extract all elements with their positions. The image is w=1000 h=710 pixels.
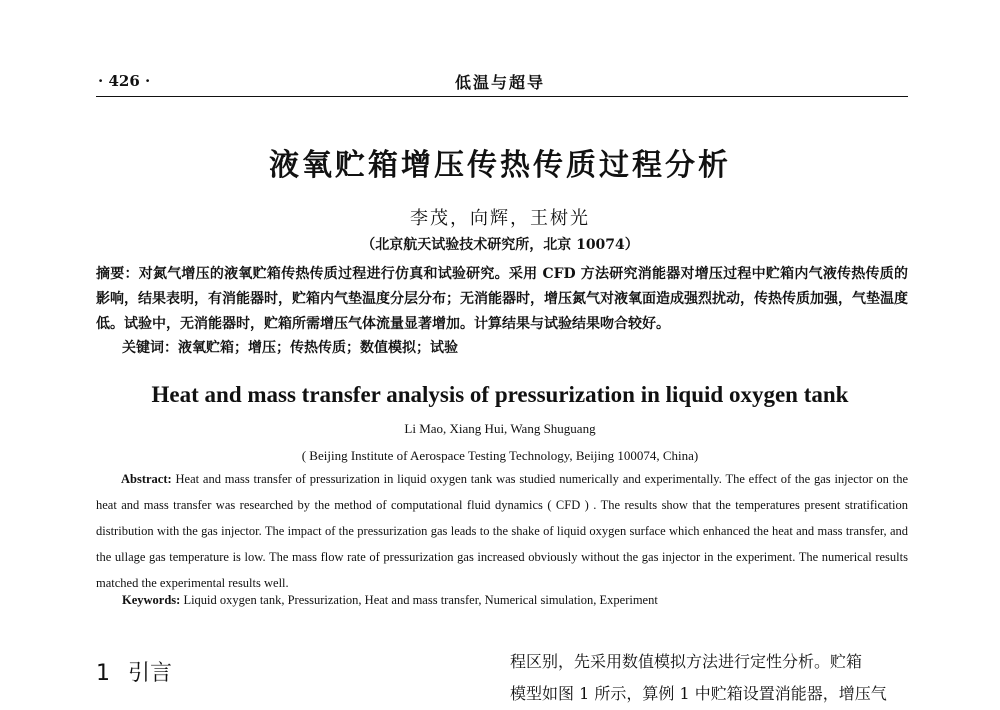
section-heading [96, 656, 172, 687]
chinese-title: 液氧贮箱增压传热传质过程分析 [269, 148, 731, 183]
section-number: 1 [96, 661, 110, 686]
english-keywords-text: Liquid oxygen tank, Pressurization, Heat and mass transfer, Numerical simulation, Experiment [183, 593, 658, 607]
english-abstract [96, 466, 908, 596]
english-abstract-label: Abstract: [121, 472, 172, 486]
chinese-abstract-label: 摘要： [96, 266, 139, 282]
body-line: 程区别，先采用数值模拟方法进行定性分析。贮箱 [510, 652, 863, 671]
body-line: 模型如图 1 所示，算例 1 中贮箱设置消能器，增压气 [510, 684, 887, 703]
page-number: · 426 · [98, 72, 151, 90]
chinese-keywords [122, 337, 908, 357]
chinese-abstract-text: 对氮气增压的液氧贮箱传热传质过程进行仿真和试验研究。采用 CFD 方法研究消能器对增压过程中贮箱内气液传热传质的影响，结果表明，有消能器时，贮箱内气垫温度分层分布；无消能器时，增压氮气对液氧面造成强烈扰动，传热传质加强，气垫温度低。试验中，无消能器时，贮箱所需增压气体流量显著增加。计算结果与试验结果吻合较好。 [96, 266, 909, 332]
chinese-keywords-text: 液氧贮箱；增压；传热传质；数值模拟；试验 [178, 340, 458, 356]
chinese-keywords-label: 关键词： [122, 340, 178, 356]
journal-name: 低温与超导 [454, 73, 545, 92]
chinese-abstract [96, 262, 908, 337]
body-text-column [510, 646, 908, 703]
chinese-authors: 李茂，向辉，王树光 [410, 208, 590, 229]
english-authors: Li Mao, Xiang Hui, Wang Shuguang [404, 421, 596, 436]
header-rule [96, 96, 908, 97]
chinese-affiliation: （北京航天试验技术研究所，北京 10074） [361, 237, 639, 253]
section-title: 引言 [128, 661, 173, 686]
english-affiliation: ( Beijing Institute of Aerospace Testing Technology, Beijing 100074, China) [301, 448, 699, 463]
english-title: Heat and mass transfer analysis of pressurization in liquid oxygen tank [151, 382, 849, 407]
english-abstract-text: Heat and mass transfer of pressurization in liquid oxygen tank was studied numerically and experimentally. The effect of the gas injector on the heat and mass transfer was researched by the method of computational fluid dynamics ( CFD ) . The results show that the temperatures present stratification distribution with the gas injector. The impact of the pressurization gas leads to the shake of liquid oxygen surface which enhanced the heat and mass transfer, and the ullage gas temperature is low. The mass flow rate of pressurization gas increased obviously without the gas injector in the experiment. The numerical results matched the experimental results well. [96, 472, 909, 590]
english-keywords [122, 593, 908, 608]
english-keywords-label: Keywords: [122, 593, 181, 607]
